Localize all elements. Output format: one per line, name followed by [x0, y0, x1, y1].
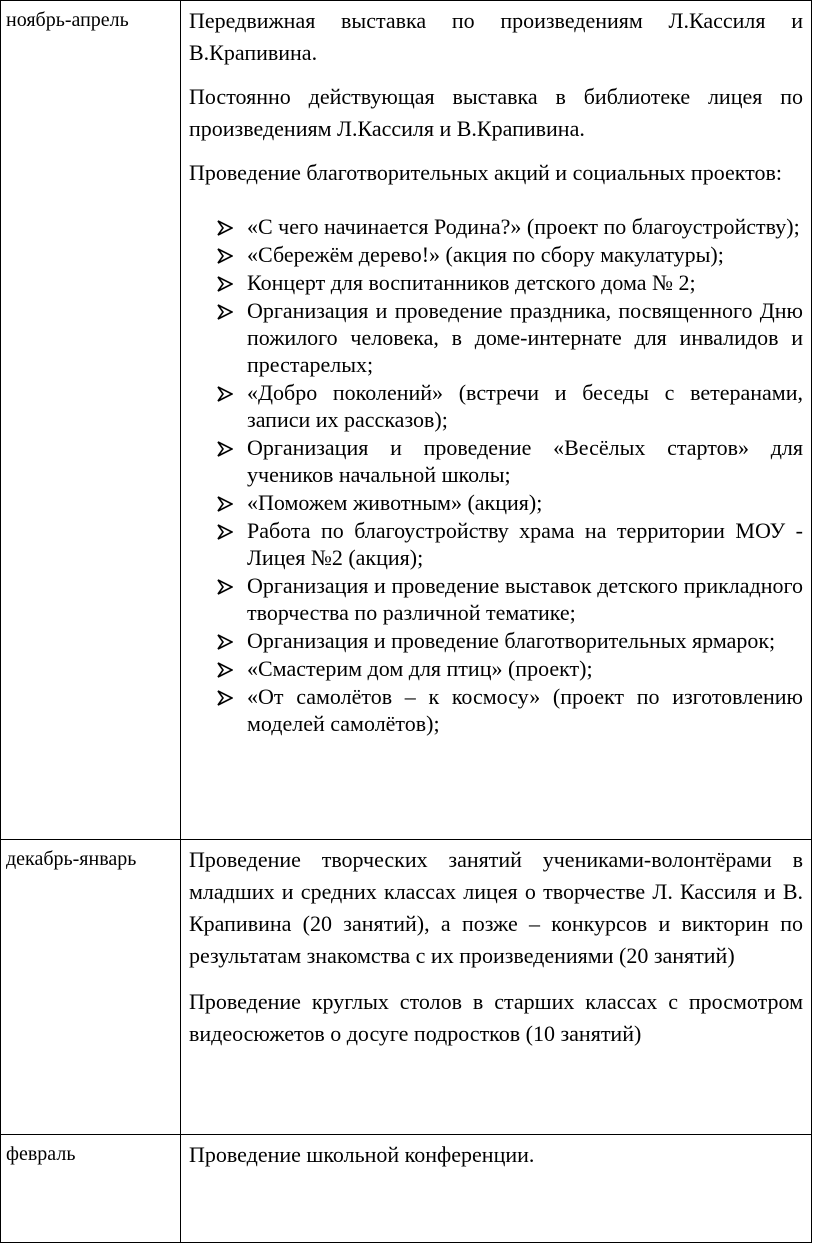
list-item — [189, 517, 803, 571]
list-item-text: Организация и проведение праздника, посвященного Дню пожилого человека, в доме-интернате для инвалидов и престарелых; — [247, 298, 803, 377]
arrowhead-bullet-icon — [217, 248, 233, 264]
paragraph: Постоянно действующая выставка в библиотеке лицея по произведениям Л.Кассиля и В.Крапивина. — [189, 84, 803, 141]
arrowhead-bullet-icon — [217, 386, 233, 402]
bullet-list — [189, 213, 803, 737]
list-item — [189, 297, 803, 378]
table-row — [1, 1135, 812, 1243]
arrowhead-bullet-icon — [217, 276, 233, 292]
list-item — [189, 683, 803, 737]
list-item — [189, 241, 803, 268]
arrowhead-bullet-icon — [217, 579, 233, 595]
list-item-text: Организация и проведение «Весёлых стартов» для учеников начальной школы; — [247, 435, 803, 487]
list-item-text: Концерт для воспитанников детского дома № 2; — [247, 270, 696, 295]
list-item — [189, 489, 803, 516]
arrowhead-bullet-icon — [217, 690, 233, 706]
arrowhead-bullet-icon — [217, 441, 233, 457]
list-item-text: «Поможем животным» (акция); — [247, 490, 543, 515]
table-row — [1, 840, 812, 1135]
period-label: февраль — [6, 1143, 76, 1165]
list-item — [189, 213, 803, 240]
period-label: декабрь-январь — [6, 848, 137, 870]
list-item-text: Работа по благоустройству храма на территории МОУ - Лицея №2 (акция); — [247, 518, 803, 570]
paragraph: Проведение школьной конференции. — [189, 1142, 535, 1167]
list-item — [189, 572, 803, 626]
arrowhead-bullet-icon — [217, 524, 233, 540]
list-item-text: Организация и проведение выставок детского прикладного творчества по различной тематике; — [247, 573, 803, 625]
content-cell — [181, 840, 812, 1135]
table-row — [1, 1, 812, 840]
period-cell — [1, 1, 181, 840]
period-label: ноябрь-апрель — [6, 9, 129, 31]
arrowhead-bullet-icon — [217, 496, 233, 512]
content-cell — [181, 1135, 812, 1243]
arrowhead-bullet-icon — [217, 662, 233, 678]
period-cell — [1, 1135, 181, 1243]
list-item-text: «С чего начинается Родина?» (проект по благоустройству); — [247, 214, 800, 239]
paragraph: Передвижная выставка по произведениям Л.Кассиля и В.Крапивина. — [189, 8, 803, 65]
list-item — [189, 655, 803, 682]
paragraph: Проведение круглых столов в старших классах с просмотром видеосюжетов о досуге подростков (10 занятий) — [189, 989, 803, 1046]
list-item — [189, 627, 803, 654]
list-item-text: «Смастерим дом для птиц» (проект); — [247, 656, 593, 681]
list-item-text: «Добро поколений» (встречи и беседы с ветеранами, записи их рассказов); — [247, 380, 803, 432]
arrowhead-bullet-icon — [217, 220, 233, 236]
list-item — [189, 434, 803, 488]
paragraph: Проведение благотворительных акций и социальных проектов: — [189, 160, 782, 185]
list-item-text: «Сбережём дерево!» (акция по сбору макулатуры); — [247, 242, 724, 267]
arrowhead-bullet-icon — [217, 304, 233, 320]
paragraph: Проведение творческих занятий учениками-волонтёрами в младших и средних классах лицея о творчестве Л. Кассиля и В. Крапивина (20 занятий), а позже – конкурсов и викторин по результатам знакомства с их произведениями (20 занятий) — [189, 847, 803, 968]
list-item-text: «От самолётов – к космосу» (проект по изготовлению моделей самолётов); — [247, 684, 803, 736]
period-cell — [1, 840, 181, 1135]
list-item — [189, 379, 803, 433]
content-cell — [181, 1, 812, 840]
arrowhead-bullet-icon — [217, 634, 233, 650]
list-item-text: Организация и проведение благотворительных ярмарок; — [247, 628, 776, 653]
list-item — [189, 269, 803, 296]
